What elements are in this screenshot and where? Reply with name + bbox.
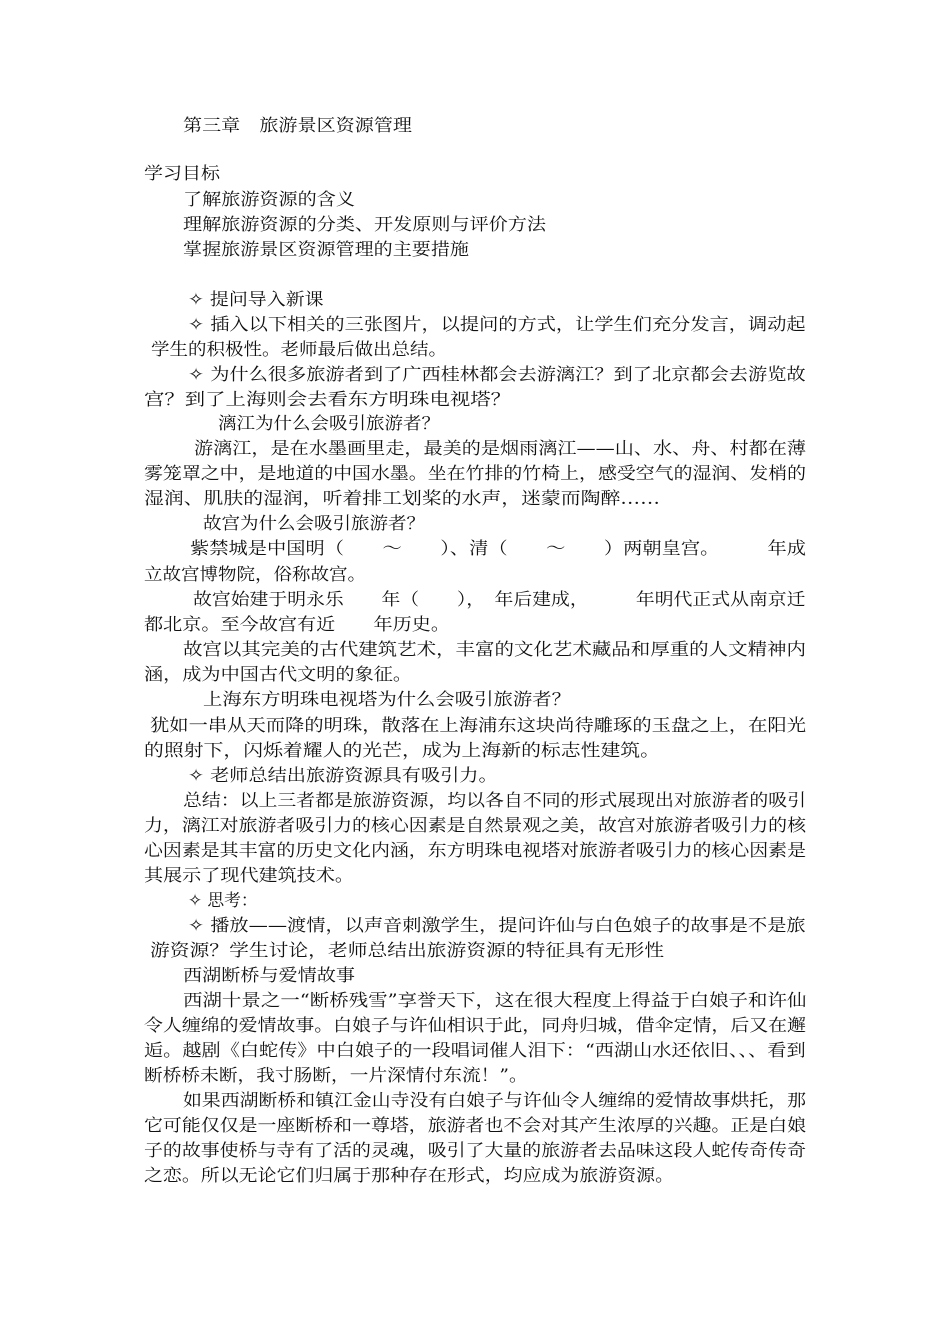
paragraph-line: 的照射下，闪烁着耀人的光芒，成为上海新的标志性建筑。 [144, 741, 660, 761]
paragraph-line: 令人缠绵的爱情故事。白娘子与许仙相识于此，同舟归城，借伞定情，后又在邂 [144, 1016, 807, 1036]
chapter-title: 第三章 旅游景区资源管理 [183, 116, 412, 136]
paragraph-line: 游漓江，是在水墨画里走，最美的是烟雨漓江——山、水、舟、村都在薄 [194, 439, 806, 459]
paragraph-line: 总结：以上三者都是旅游资源，均以各自不同的形式展现出对旅游者的吸引 [183, 791, 806, 811]
subheading: 西湖断桥与爱情故事 [183, 966, 355, 986]
section-heading: 学习目标 [144, 164, 220, 184]
paragraph-line: 它可能仅仅是一座断桥和一尊塔，旅游者也不会对其产生浓厚的兴趣。正是白娘 [144, 1116, 807, 1136]
paragraph-line: 宫？到了上海则会去看东方明珠电视塔？ [144, 390, 511, 410]
paragraph-line: 故宫以其完美的古代建筑艺术，丰富的文化艺术藏品和厚重的人文精神内 [183, 640, 806, 660]
subheading: 故宫为什么会吸引旅游者？ [203, 514, 425, 534]
paragraph-line: 力，漓江对旅游者吸引力的核心因素是自然景观之美，故宫对旅游者吸引力的核 [144, 816, 807, 836]
bullet-item: ✧ 插入以下相关的三张图片，以提问的方式，让学生们充分发言，调动起 [188, 315, 806, 335]
paragraph-line: 紫禁城是中国明（ ～ ）、清（ ～ ）两朝皇宫。 年成 [190, 539, 806, 559]
goal-item: 理解旅游资源的分类、开发原则与评价方法 [183, 215, 546, 235]
paragraph-line: 雾笼罩之中，是地道的中国水墨。坐在竹排的竹椅上，感受空气的湿润、发梢的 [144, 464, 807, 484]
bullet-item: ✧ 为什么很多旅游者到了广西桂林都会去游漓江？到了北京都会去游览故 [188, 365, 806, 385]
bullet-item: ✧ 老师总结出旅游资源具有吸引力。 [188, 766, 498, 786]
paragraph-line: 湿润、肌肤的湿润，听着排工划桨的水声，迷蒙而陶醉…… [144, 489, 660, 509]
bullet-item: ✧ 播放——渡情，以声音刺激学生，提问许仙与白色娘子的故事是不是旅 [188, 916, 806, 936]
paragraph-line: 都北京。至今故宫有近 年历史。 [144, 615, 450, 635]
paragraph-line: 涵，成为中国古代文明的象征。 [144, 665, 412, 685]
paragraph-line: 如果西湖断桥和镇江金山寺没有白娘子与许仙令人缠绵的爱情故事烘托，那 [183, 1091, 806, 1111]
bullet-item: ✧ 提问导入新课 [188, 290, 324, 310]
paragraph-line: 西湖十景之一“断桥残雪”享誉天下，这在很大程度上得益于白娘子和许仙 [183, 991, 807, 1011]
subheading: 上海东方明珠电视塔为什么会吸引旅游者？ [203, 690, 571, 710]
paragraph-line: 断桥桥未断，我寸肠断，一片深情付东流！”。 [144, 1066, 528, 1086]
paragraph-line: 之恋。所以无论它们归属于那种存在形式，均应成为旅游资源。 [144, 1166, 674, 1186]
subheading: 漓江为什么会吸引旅游者？ [218, 414, 440, 434]
goal-item: 掌握旅游景区资源管理的主要措施 [183, 240, 469, 260]
paragraph-line: 子的故事使桥与寺有了活的灵魂，吸引了大量的旅游者去品味这段人蛇传奇传奇 [144, 1141, 807, 1161]
paragraph-line: 逅。越剧《白蛇传》中白娘子的一段唱词催人泪下：“西湖山水还依旧、、、看到 [144, 1041, 806, 1061]
paragraph-line: 心因素是其丰富的历史文化内涵，东方明珠电视塔对旅游者吸引力的核心因素是 [144, 841, 807, 861]
paragraph-line: 游资源？学生讨论，老师总结出旅游资源的特征具有无形性 [150, 941, 664, 961]
paragraph-line: 犹如一串从天而降的明珠，散落在上海浦东这块尚待雕琢的玉盘之上，在阳光 [150, 716, 806, 736]
bullet-item: ✧ 思考： [188, 891, 258, 911]
paragraph-line: 学生的积极性。老师最后做出总结。 [151, 340, 447, 360]
paragraph-line: 其展示了现代建筑技术。 [144, 866, 354, 886]
goal-item: 了解旅游资源的含义 [183, 190, 355, 210]
paragraph-line: 立故宫博物院，俗称故宫。 [144, 565, 366, 585]
paragraph-line: 故宫始建于明永乐 年（ ）， 年后建成， 年明代正式从南京迁 [193, 590, 806, 610]
